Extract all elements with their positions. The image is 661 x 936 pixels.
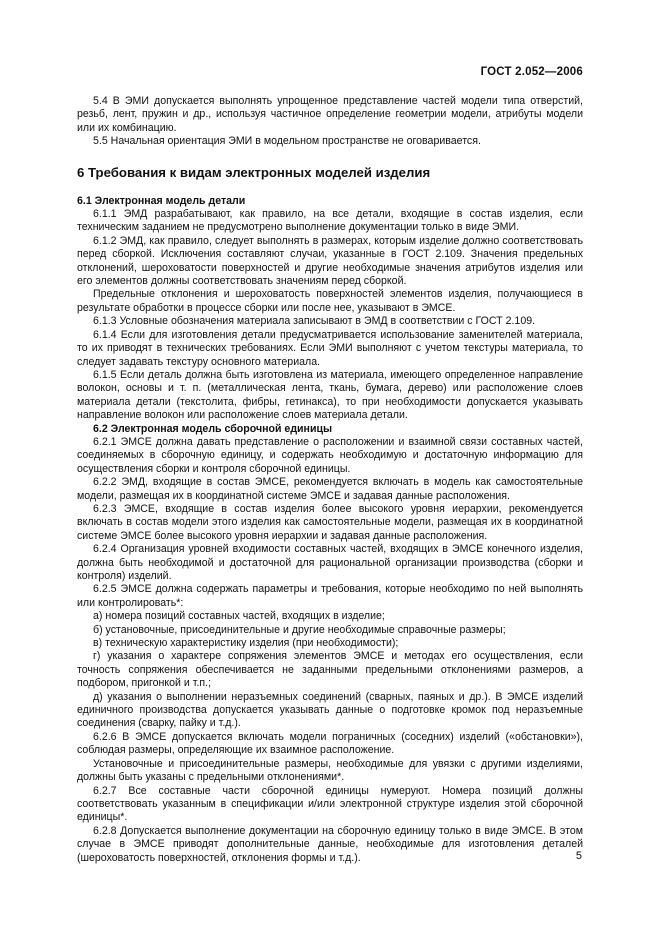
paragraph: 5.4 В ЭМИ допускается выполнять упрощенное представление частей модели типа отверстий, резьб, лент, пружин и др., используя частичное определение геометрии модели, атрибуты модели или их комбинацию. xyxy=(77,95,583,134)
paragraph: 6.2.5 ЭМСЕ должна содержать параметры и требования, которые необходимо по ней выполнять или контролировать*: xyxy=(77,583,583,609)
paragraph: 6.1.2 ЭМД, как правило, следует выполнять в размерах, которым изделие должно соответствовать перед сборкой. Исключения составляют случаи, указанные в ГОСТ 2.109. Значения предельных отклонений, шероховатости поверхностей и другие необходимые значения атрибутов изделия или его элементов должны соответствовать значениям перед сборкой. xyxy=(77,234,583,288)
paragraph: 6.2.8 Допускается выполнение документации на сборочную единицу только в виде ЭМСЕ. В этом случае в ЭМСЕ приводят дополнительные данные, необходимые для изготовления деталей (шероховатость поверхностей, отклонения формы и т.д.). xyxy=(77,824,583,864)
subsection-heading: 6.2 Электронная модель сборочной единицы xyxy=(93,422,333,435)
paragraph: 6.2.6 В ЭМСЕ допускается включать модели пограничных (соседних) изделий («обстановки»), соблюдая размеры, определяющие их взаимное расположение. xyxy=(77,730,583,757)
paragraph: 6.2.1 ЭМСЕ должна давать представление о расположении и взаимной связи составных частей, соединяемых в сборочную единицу, и содержать необходимую и достаточную информацию для осуществления сборки и контроля сборочной единицы. xyxy=(77,435,583,475)
paragraph: 6.2.7 Все составные части сборочной единицы нумеруют. Номера позиций должны соответствовать указанным в спецификации и/или электронной структуре изделия этой сборочной единицы*. xyxy=(77,784,583,824)
paragraph: Установочные и присоединительные размеры, необходимые для увязки с другими изделиями, должны быть указаны с предельными отклонениями*. xyxy=(77,757,583,784)
paragraph: 6.2.3 ЭМСЕ, входящие в состав изделия более высокого уровня иерархии, рекомендуется включать в состав модели этого изделия как самостоятельные модели, размещая их в координатной системе ЭМСЕ более высокого уровня иерархии и задавая данные расположения. xyxy=(77,502,583,542)
paragraph: Предельные отклонения и шероховатость поверхностей элементов изделия, получающиеся в результате обработки в процессе сборки или после нее, указывают в ЭМСЕ. xyxy=(77,288,583,314)
document-body xyxy=(77,95,583,865)
section-heading: 6 Требования к видам электронных моделей изделия xyxy=(77,164,431,180)
paragraph: 6.1.5 Если деталь должна быть изготовлена из материала, имеющего определенное направление волокон, основы и т. п. (металлическая лента, ткань, бумага, дерево) или расположение слоев материала детали (текстолита, фибры, гетинакса), то при необходимости допускается указывать направление волокон или расположение слоев материала детали. xyxy=(77,368,583,422)
list-item: в) техническую характеристику изделия (при необходимости); xyxy=(93,637,399,650)
subsection-heading: 6.1 Электронная модель детали xyxy=(77,194,246,207)
paragraph: 5.5 Начальная ориентация ЭМИ в модельном пространстве не оговаривается. xyxy=(93,135,481,148)
list-item: а) номера позиций составных частей, входящих в изделие; xyxy=(93,610,385,623)
document-header: ГОСТ 2.052—2006 xyxy=(480,66,583,78)
paragraph: 6.1.3 Условные обозначения материала записывают в ЭМД в соответствии с ГОСТ 2.109. xyxy=(93,315,536,328)
paragraph: 6.1.4 Если для изготовления детали предусматривается использование заменителей материала, то их приводят в технических требованиях. Если ЭМИ выполняют с учетом текстуры материала, то следует задавать текстуру основного материала. xyxy=(77,328,583,368)
paragraph: 6.1.1 ЭМД разрабатывают, как правило, на все детали, входящие в состав изделия, если техническим заданием не предусмотрено выполнение документации только в виде ЭМИ. xyxy=(77,208,583,234)
list-item: б) установочные, присоединительные и другие необходимые справочные размеры; xyxy=(93,623,506,636)
list-item: г) указания о характере сопряжения элементов ЭМСЕ и методах его осуществления, если точность сопряжения обеспечивается не заданными предельными отклонениями размеров, а подбором, пригонкой и т.п.; xyxy=(77,650,583,690)
paragraph: 6.2.4 Организация уровней входимости составных частей, входящих в ЭМСЕ конечного изделия, должна быть необходимой и достаточной для рациональной организации производства (сборки и контроля) изделий. xyxy=(77,543,583,582)
list-item: д) указания о выполнении неразъемных соединений (сварных, паяных и др.). В ЭМСЕ изделий единичного производства допускается указывать данные о подготовке кромок под неразъемные соединения (сварку, пайку и т.д.). xyxy=(77,690,583,730)
page-number: 5 xyxy=(575,850,582,862)
paragraph: 6.2.2 ЭМД, входящие в состав ЭМСЕ, рекомендуется включать в модель как самостоятельные модели, размещая их в координатной системе ЭМСЕ и задавая данные расположения. xyxy=(77,476,583,502)
